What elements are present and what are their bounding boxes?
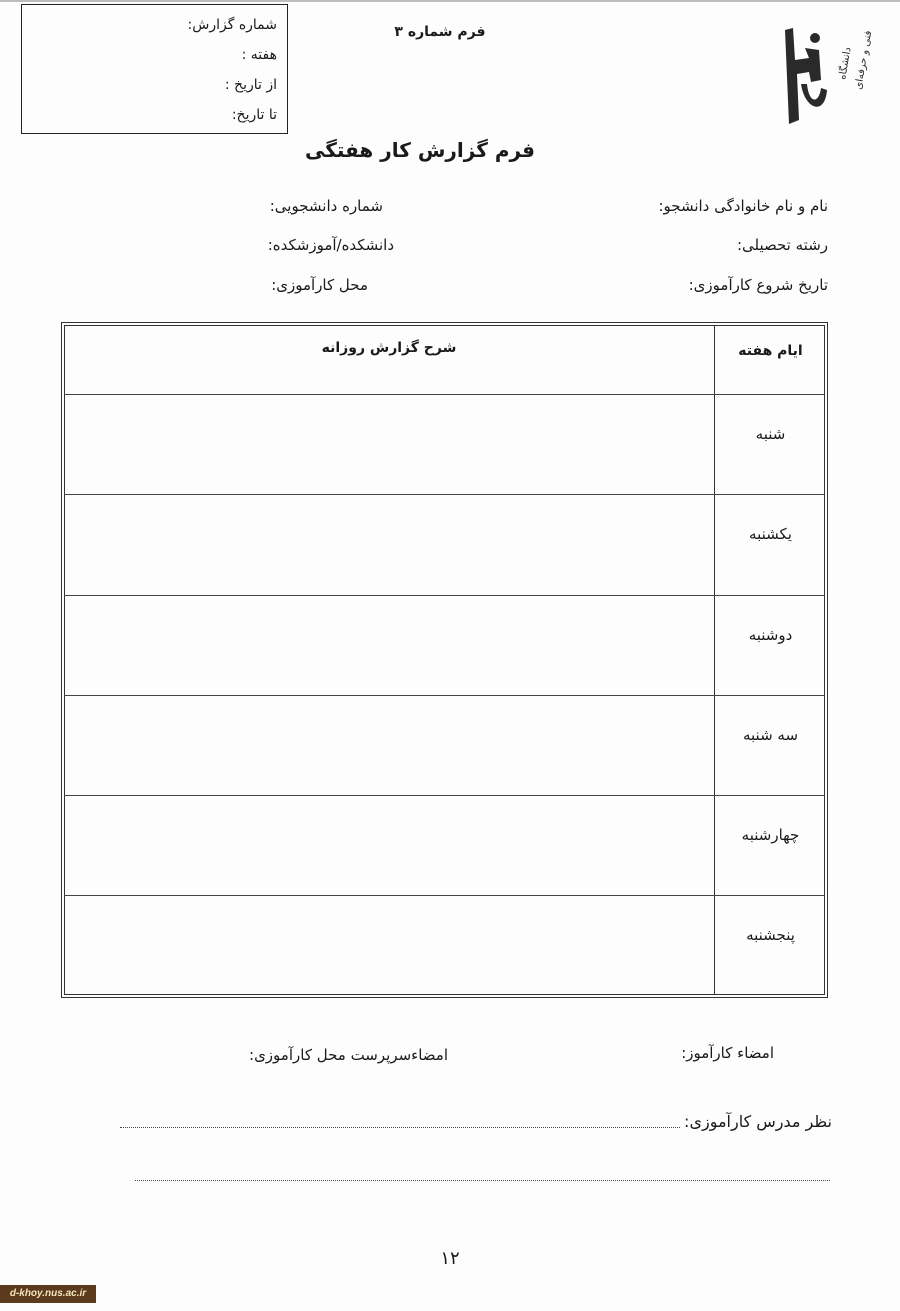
from-date-label: از تاریخ : [224,77,277,93]
table-row-divider [64,394,825,395]
internship-place-label: محل کارآموزی: [271,276,368,294]
student-id-label: شماره دانشجویی: [269,197,383,215]
instructor-opinion-label: نظر مدرس کارآموزی: [684,1112,832,1131]
report-number-label: شماره گزارش: [187,17,277,33]
day-thursday: پنجشنبه [746,926,795,944]
opinion-dotted-line-1 [120,1127,680,1128]
faculty-label: دانشکده/آموزشکده: [267,236,394,254]
logo-text-2: فنی و حرفه‌ای [853,29,875,91]
logo-text-1: دانشگاه [837,46,854,81]
opinion-dotted-line-2 [135,1180,830,1181]
day-sunday: یکشنبه [749,525,792,543]
supervisor-signature-label: امضاءسرپرست محل کارآموزی: [249,1046,448,1064]
table-row-divider [64,595,825,596]
day-wednesday: چهارشنبه [741,826,800,844]
intern-signature-label: امضاء کارآموز: [681,1044,774,1062]
table-row-divider [64,695,825,696]
table-row-divider [64,795,825,796]
top-border-line [0,0,900,2]
website-watermark: d-khoy.nus.ac.ir [0,1285,96,1303]
page-number: ۱۲ [440,1248,460,1269]
university-logo [775,20,875,135]
student-name-label: نام و نام خانوادگی دانشجو: [658,197,828,215]
week-label: هفته : [241,47,277,63]
major-label: رشته تحصیلی: [736,236,828,254]
report-info-box [21,4,288,134]
column-header-days: ایام هفته [738,343,803,359]
internship-start-label: تاریخ شروع کارآموزی: [688,276,828,294]
page-title: فرم گزارش کار هفتگی [304,138,536,162]
table-row-divider [64,494,825,495]
day-saturday: شنبه [755,425,786,443]
column-header-description: شرح گزارش روزانه [321,340,457,356]
day-tuesday: سه شنبه [742,726,799,744]
to-date-label: تا تاریخ: [231,107,277,123]
day-monday: دوشنبه [748,626,793,644]
table-row-divider [64,895,825,896]
form-number: فرم شماره ۳ [394,24,486,40]
